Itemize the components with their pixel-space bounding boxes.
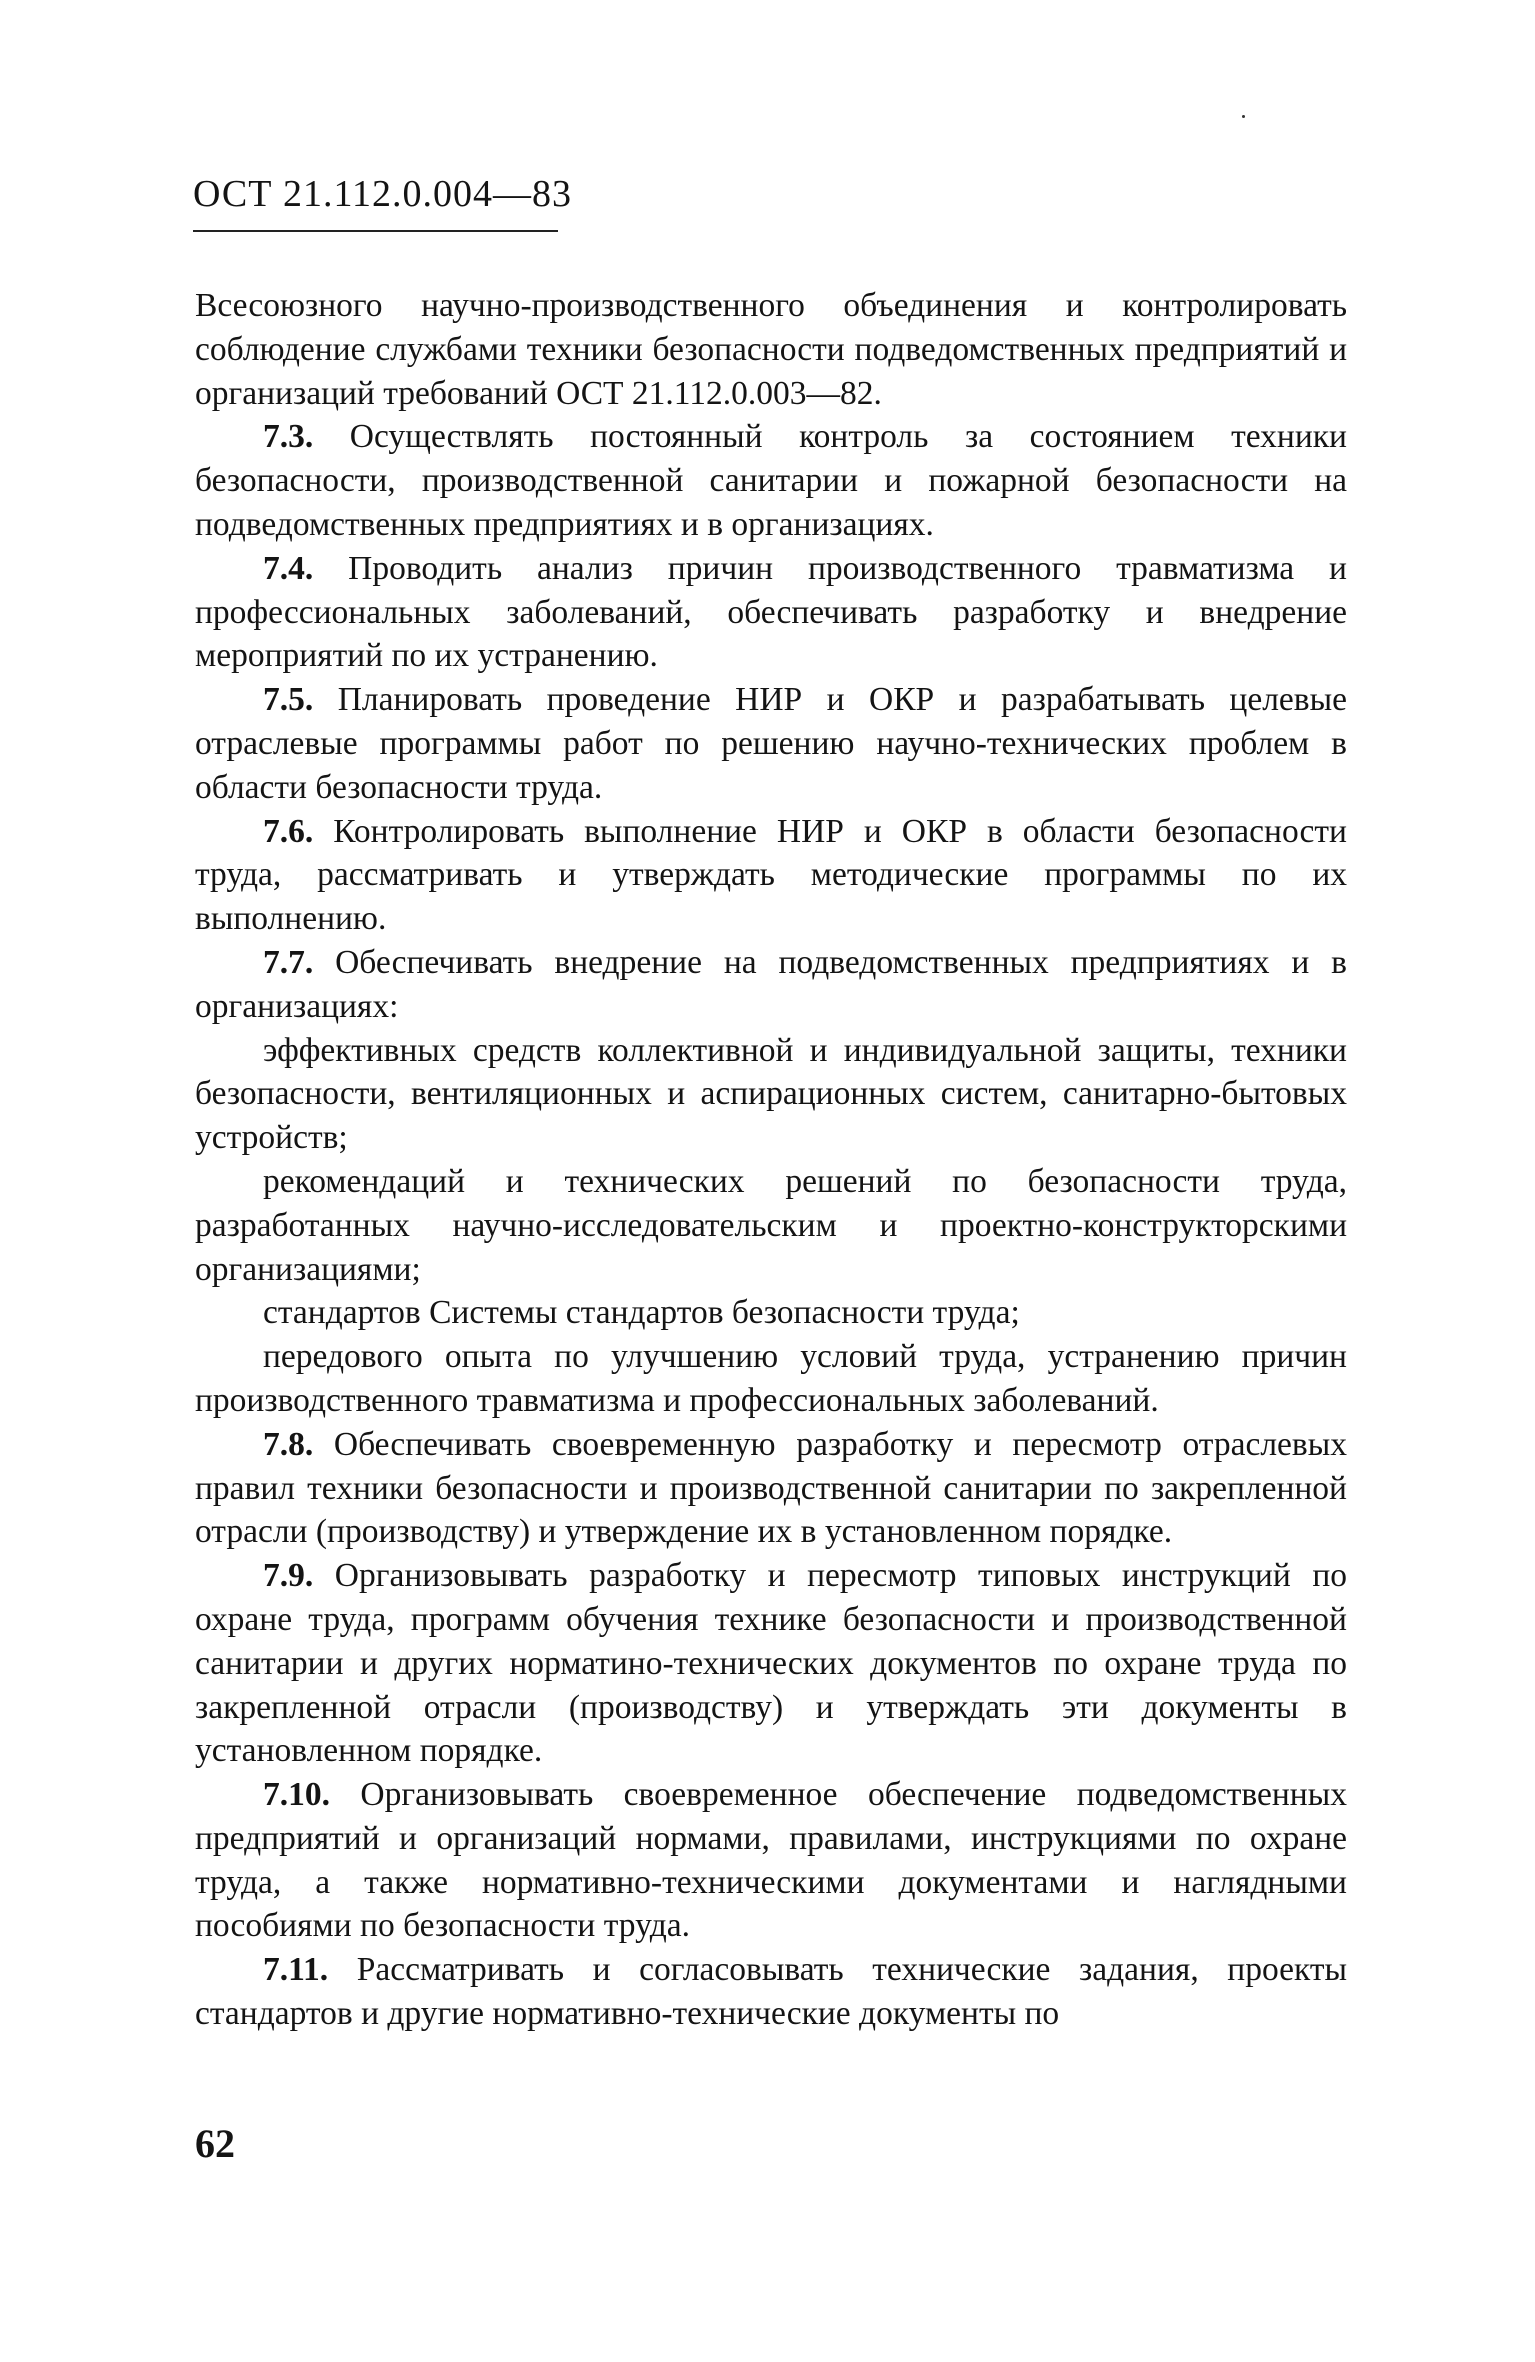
paragraph-7-3	[195, 415, 1347, 546]
clause-number: 7.7.	[263, 943, 314, 981]
clause-number: 7.5.	[263, 681, 314, 719]
document-header: ОСТ 21.112.0.004—83	[193, 172, 558, 232]
paragraph-text: Контролировать выполнение НИР и ОКР в области безопасности труда, рассматривать и утверждать методические программы по их выполнению.	[195, 812, 1347, 938]
paragraph-text: Планировать проведение НИР и ОКР и разрабатывать целевые отраслевые программы работ по решению научно-технических проблем в области безопасности труда.	[195, 681, 1347, 806]
paragraph-text: Проводить анализ причин производственного травматизма и профессиональных заболеваний, обеспечивать разработку и внедрение мероприятий по их устранению.	[195, 549, 1347, 675]
paragraph-text: Всесоюзного научно-производственного объединения и контролировать соблюдение службами техники безопасности подведомственных предприятий и организаций требований ОСТ 21.112.0.003—82.	[195, 287, 1347, 412]
scan-speck	[1242, 115, 1245, 118]
list-item	[195, 1029, 1347, 1160]
clause-number: 7.3.	[263, 418, 314, 456]
paragraph-text: Осуществлять постоянный контроль за состоянием техники безопасности, производственной санитарии и пожарной безопасности на подведомственных предприятиях и в организациях.	[195, 418, 1347, 543]
paragraph-text: Рассматривать и согласовывать технические задания, проекты стандартов и другие нормативно-технические документы по	[195, 1951, 1347, 2033]
list-item	[195, 1291, 1347, 1335]
clause-number: 7.10.	[263, 1776, 330, 1814]
clause-number: 7.8.	[263, 1425, 314, 1463]
paragraph-7-10	[195, 1773, 1347, 1948]
paragraph-7-8	[195, 1423, 1347, 1554]
paragraph-7-4	[195, 547, 1347, 678]
paragraph-text: стандартов Системы стандартов безопасности труда;	[263, 1294, 1020, 1332]
list-item	[195, 1335, 1347, 1423]
paragraph-7-5	[195, 678, 1347, 809]
paragraph-7-7	[195, 941, 1347, 1029]
page-number: 62	[195, 2121, 235, 2166]
paragraph-text: Обеспечивать своевременную разработку и пересмотр отраслевых правил техники безопасности и производственной санитарии по закрепленной отрасли (производству) и утверждение их в установленном порядке.	[195, 1425, 1347, 1551]
paragraph-7-9	[195, 1554, 1347, 1773]
paragraph-text: рекомендаций и технических решений по безопасности труда, разработанных научно-исследовательским и проектно-конструкторскими организациями;	[195, 1162, 1347, 1288]
list-item	[195, 1160, 1347, 1291]
paragraph-text: Организовывать своевременное обеспечение подведомственных предприятий и организаций нормами, правилами, инструкциями по охране труда, а также нормативно-техническими документами и наглядными пособиями по безопасности труда.	[195, 1776, 1347, 1945]
paragraph	[195, 284, 1347, 415]
clause-number: 7.9.	[263, 1557, 314, 1595]
clause-number: 7.4.	[263, 549, 314, 587]
paragraph-text: передового опыта по улучшению условий труда, устранению причин производственного травматизма и профессиональных заболеваний.	[195, 1338, 1347, 1419]
paragraph-text: Обеспечивать внедрение на подведомственных предприятиях и в организациях:	[195, 943, 1347, 1025]
paragraph-7-11	[195, 1948, 1347, 2036]
document-body	[195, 284, 1347, 2036]
paragraph-text: эффективных средств коллективной и индивидуальной защиты, техники безопасности, вентиляционных и аспирационных систем, санитарно-бытовых устройств;	[195, 1031, 1347, 1157]
clause-number: 7.11.	[263, 1951, 329, 1989]
paragraph-text: Организовывать разработку и пересмотр типовых инструкций по охране труда, программ обучения технике безопасности и производственной санитарии и других норматино-технических документов по охране труда по закрепленной отрасли (производству) и утверждать эти документы в установленном порядке.	[195, 1557, 1347, 1770]
paragraph-7-6	[195, 810, 1347, 941]
clause-number: 7.6.	[263, 812, 314, 850]
